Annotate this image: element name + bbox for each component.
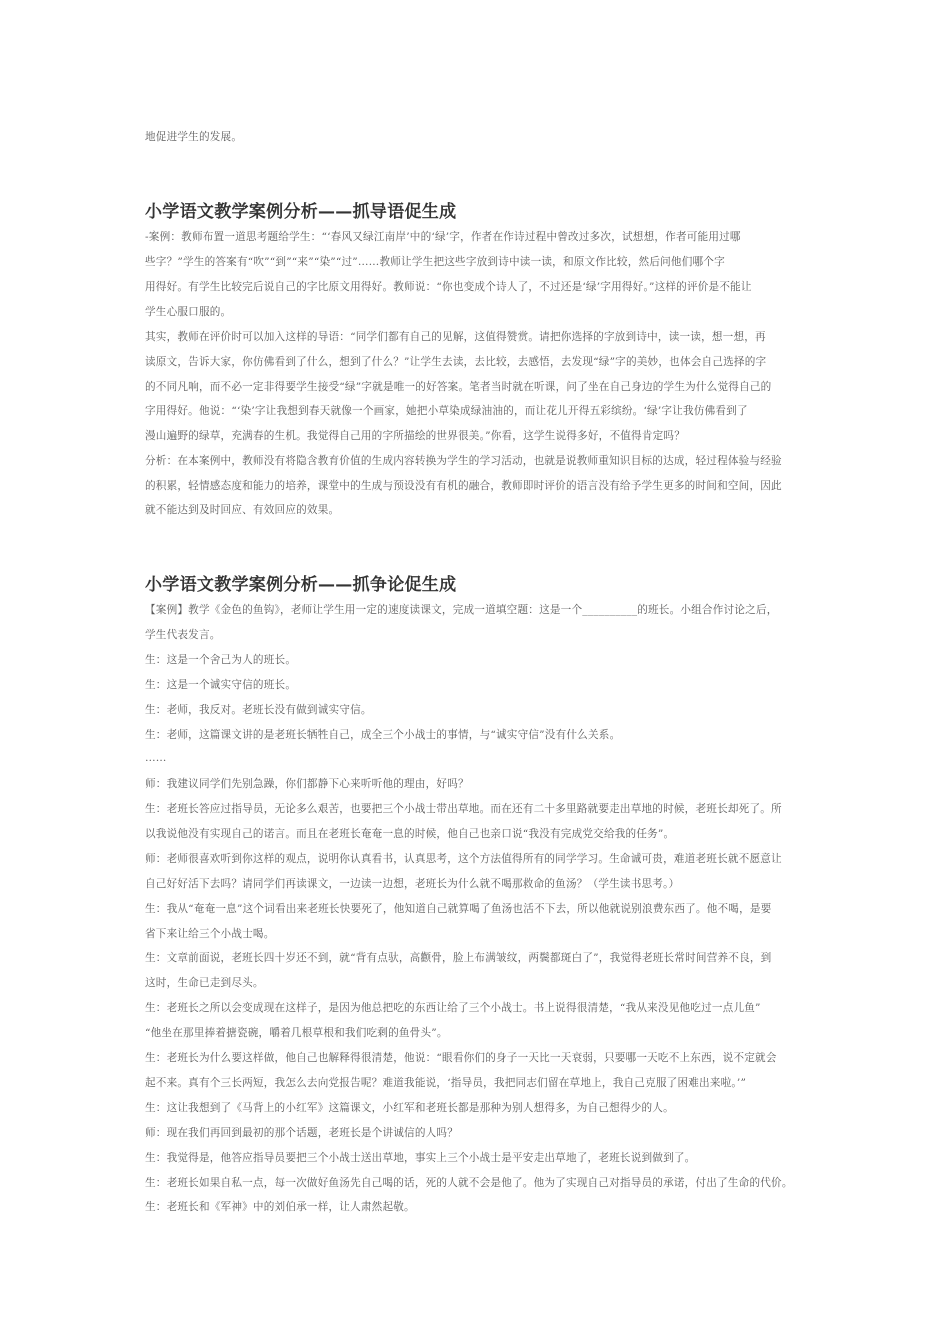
section2-line: 生：老班长之所以会变成现在这样子，是因为他总把吃的东西让给了三个小战士。书上说得很清楚，“我从来没见他吃过一点儿鱼” (145, 1002, 761, 1014)
intro-line: 地促进学生的发展。 (145, 131, 243, 143)
section1-line: 些字？”学生的答案有“吹”“到”“来”“染”“过”……教师让学生把这些字放到诗中读一读，和原文作比较，然后问他们哪个字 (145, 256, 725, 268)
section2-line: 师：老师很喜欢听到你这样的观点，说明你认真看书，认真思考，这个方法值得所有的同学学习。生命诚可贵，难道老班长就不愿意让 (145, 853, 782, 865)
section1-line: 的积累，轻情感态度和能力的培养，课堂中的生成与预设没有有机的融合，教师即时评价的语言没有给予学生更多的时间和空间，因此 (145, 480, 782, 492)
section2-line: 【案例】教学《金色的鱼钩》，老师让学生用一定的速度读课文，完成一道填空题：这是一个__________的班长。小组合作讨论之后， (145, 604, 778, 616)
section2-line: 生：这是一个舍己为人的班长。 (145, 654, 297, 666)
section2-line: 生：我从“奄奄一息”这个词看出来老班长快要死了，他知道自己就算喝了鱼汤也活不下去，所以他就说别浪费东西了。他不喝，是要 (145, 903, 772, 915)
section2-line: 学生代表发言。 (145, 629, 221, 641)
section2-line: 生：老师，我反对。老班长没有做到诚实守信。 (145, 704, 372, 716)
section2-line: 生：老班长答应过指导员，无论多么艰苦，也要把三个小战士带出草地。而在还有二十多里路就要走出草地的时候，老班长却死了。所 (145, 803, 782, 815)
section1-line: 字用得好。他说：“‘染’字让我想到春天就像一个画家，她把小草染成绿油油的，而让花儿开得五彩缤纷。‘绿’字让我仿佛看到了 (145, 405, 748, 417)
section2-line: 生：这是一个诚实守信的班长。 (145, 679, 297, 691)
section2-line: 生：老班长和《军神》中的刘伯承一样，让人肃然起敬。 (145, 1201, 415, 1213)
section1-line: 就不能达到及时回应、有效回应的效果。 (145, 504, 340, 516)
section1-line: 的不同凡响，而不必一定非得要学生接受“绿”字就是唯一的好答案。笔者当时就在听课，问了坐在自己身边的学生为什么觉得自己的 (145, 381, 772, 393)
section2-line: …… (145, 752, 167, 764)
section2-line: 生：这让我想到了《马背上的小红军》这篇课文，小红军和老班长都是那种为别人想得多，为自己想得少的人。 (145, 1102, 674, 1114)
section2-line: 起不来。真有个三长两短，我怎么去向党报告呢？难道我能说，‘指导员，我把同志们留在草地上，我自己克服了困难出来啦。’” (145, 1077, 747, 1089)
section1-line: 其实，教师在评价时可以加入这样的导语：“同学们都有自己的见解，这值得赞赏。请把你选择的字放到诗中，读一读，想一想，再 (145, 331, 766, 343)
section1-line: 读原文，告诉大家，你仿佛看到了什么，想到了什么？”让学生去读，去比较，去感悟，去发现“绿”字的美妙，也体会自己选择的字 (145, 356, 767, 368)
section1-line: 用得好。有学生比较完后说自己的字比原文用得好。教师说：“你也变成个诗人了，不过还是‘绿’字用得好。”这样的评价是不能让 (145, 281, 752, 293)
section-title-2: 小学语文教学案例分析——抓争论促生成 (145, 575, 457, 595)
section2-line: 这时，生命已走到尽头。 (145, 977, 264, 989)
section1-line: -案例：教师布置一道思考题给学生：“‘春风又绿江南岸’中的‘绿’字，作者在作诗过程中曾改过多次，试想想，作者可能用过哪 (145, 231, 741, 243)
section2-line: “他坐在那里捧着搪瓷碗，嚼着几根草根和我们吃剩的鱼骨头”。 (145, 1027, 448, 1039)
section2-line: 自己好好活下去吗？请同学们再读课文，一边读一边想，老班长为什么就不喝那救命的鱼汤？（学生读书思考。） (145, 878, 680, 890)
section2-line: 省下来让给三个小战士喝。 (145, 928, 275, 940)
section2-line: 生：我觉得是，他答应指导员要把三个小战士送出草地，事实上三个小战士是平安走出草地了，老班长说到做到了。 (145, 1152, 696, 1164)
section2-line: 生：老班长为什么要这样做，他自己也解释得很清楚，他说：“眼看你们的身子一天比一天衰弱，只要哪一天吃不上东西，说不定就会 (145, 1052, 777, 1064)
section1-line: 分析：在本案例中，教师没有将隐含教育价值的生成内容转换为学生的学习活动，也就是说教师重知识目标的达成，轻过程体验与经验 (145, 455, 782, 467)
section2-line: 生：老班长如果自私一点，每一次做好鱼汤先自己喝的话，死的人就不会是他了。他为了实现自己对指导员的承诺，付出了生命的代价。 (145, 1177, 793, 1189)
section1-line: 学生心服口服的。 (145, 306, 232, 318)
section2-line: 生：文章前面说，老班长四十岁还不到，就“背有点驮，高颧骨，脸上布满皱纹，两鬓都斑白了”，我觉得老班长常时间营养不良，到 (145, 952, 772, 964)
section1-line: 漫山遍野的绿草，充满春的生机。我觉得自己用的字所描绘的世界很美。”你看，这学生说得多好，不值得肯定吗？ (145, 430, 685, 442)
section2-line: 师：现在我们再回到最初的那个话题，老班长是个讲诚信的人吗？ (145, 1127, 459, 1139)
section-title-1: 小学语文教学案例分析——抓导语促生成 (145, 202, 457, 222)
section2-line: 生：老师，这篇课文讲的是老班长牺牲自己，成全三个小战士的事情，与“诚实守信”没有什么关系。 (145, 729, 621, 741)
section2-line: 师：我建议同学们先别急躁，你们都静下心来听听他的理由，好吗？ (145, 778, 469, 790)
section2-line: 以我说他没有实现自己的诺言。而且在老班长奄奄一息的时候，他自己也亲口说“我没有完成党交给我的任务”。 (145, 828, 675, 840)
